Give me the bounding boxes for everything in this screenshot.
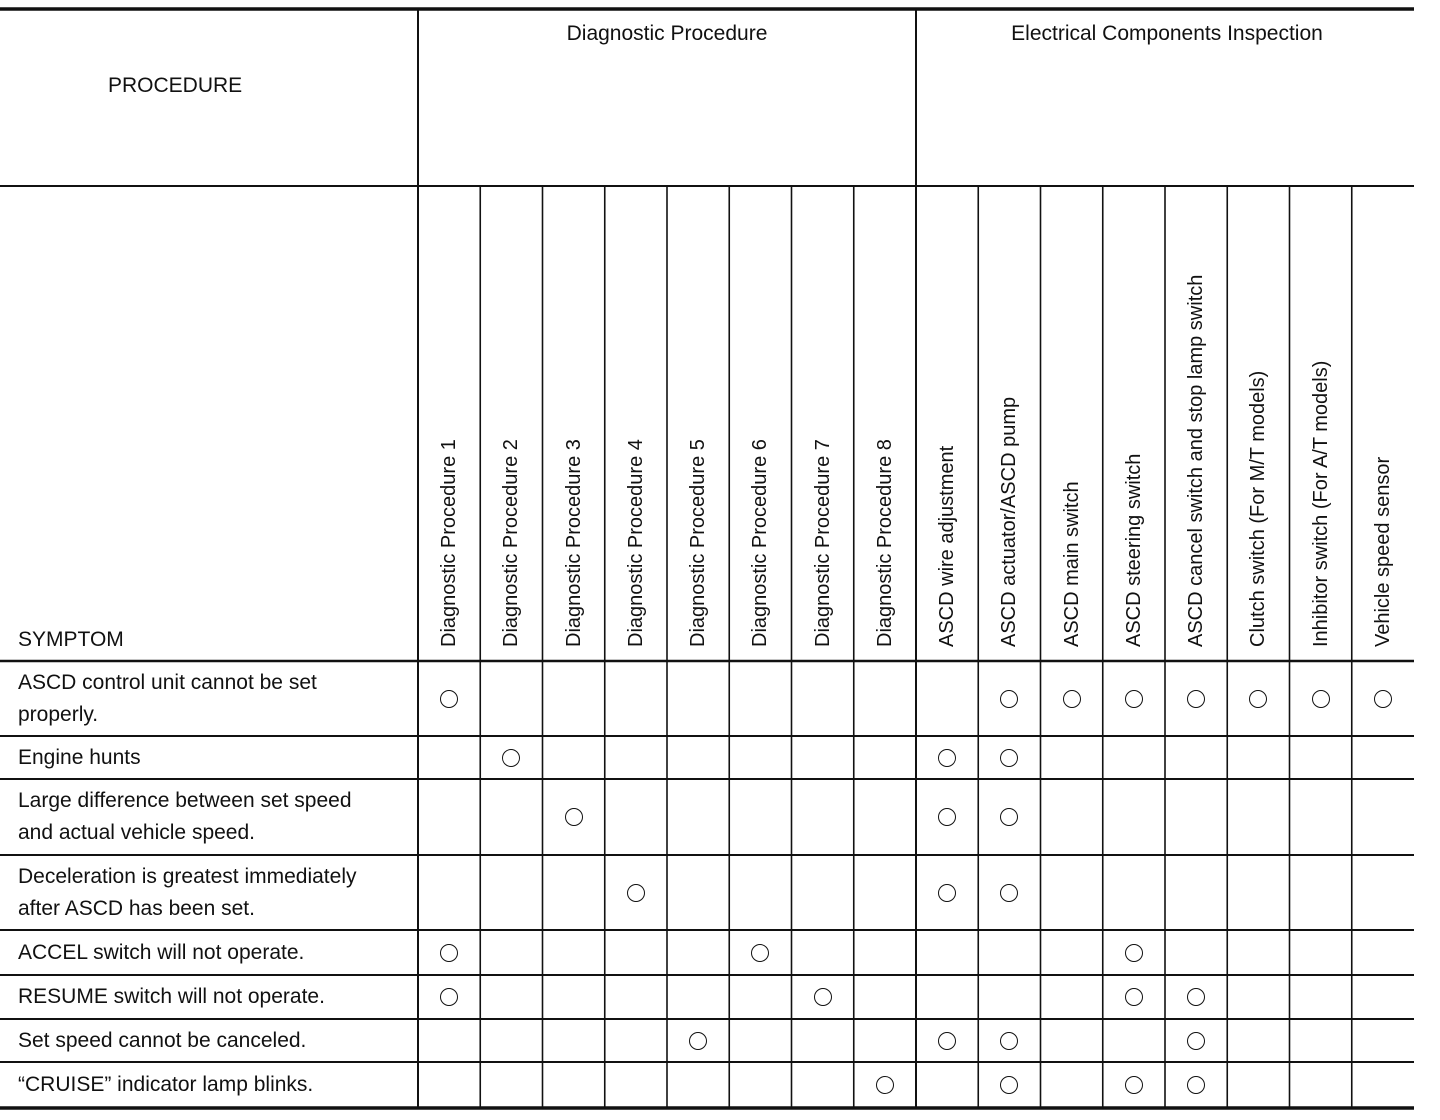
- column-header: Vehicle speed sensor: [1371, 456, 1394, 647]
- check-circle-mark: [938, 749, 956, 767]
- check-circle-mark: [938, 1032, 956, 1050]
- symptom-text: ASCD control unit cannot be set: [18, 670, 317, 694]
- column-header: Diagnostic Procedure 7: [811, 439, 834, 647]
- symptom-text: Large difference between set speed: [18, 789, 352, 812]
- symptom-text: RESUME switch will not operate.: [18, 985, 325, 1008]
- column-header: Diagnostic Procedure 2: [500, 439, 523, 647]
- procedure-header-label: PROCEDURE: [108, 74, 243, 97]
- column-header: Diagnostic Procedure 6: [749, 439, 772, 647]
- check-circle-mark: [440, 988, 458, 1006]
- check-circle-mark: [1000, 690, 1018, 708]
- symptom-text: and actual vehicle speed.: [18, 821, 255, 844]
- symptom-text: Engine hunts: [18, 745, 141, 769]
- column-header: ASCD steering switch: [1122, 453, 1145, 647]
- column-header: ASCD main switch: [1060, 481, 1083, 647]
- column-header: Diagnostic Procedure 5: [687, 439, 710, 647]
- column-header: ASCD wire adjustment: [936, 445, 959, 647]
- column-header: Diagnostic Procedure 3: [562, 439, 585, 647]
- check-circle-mark: [1000, 884, 1018, 902]
- symptom-header-label: SYMPTOM: [18, 628, 124, 651]
- column-header: ASCD actuator/ASCD pump: [998, 396, 1021, 647]
- check-circle-mark: [1312, 690, 1330, 708]
- check-circle-mark: [565, 808, 583, 826]
- column-header: Diagnostic Procedure 4: [624, 439, 647, 647]
- symptom-text: Set speed cannot be canceled.: [18, 1028, 307, 1052]
- check-circle-mark: [1249, 690, 1267, 708]
- check-circle-mark: [1000, 1032, 1018, 1050]
- check-circle-mark: [876, 1076, 894, 1094]
- check-circle-mark: [1063, 690, 1081, 708]
- symptom-text: “CRUISE” indicator lamp blinks.: [18, 1073, 314, 1096]
- check-circle-mark: [1187, 1032, 1205, 1050]
- check-circle-mark: [938, 884, 956, 902]
- check-circle-mark: [1125, 690, 1143, 708]
- symptom-text: ACCEL switch will not operate.: [18, 940, 305, 964]
- column-header: Inhibitor switch (For A/T models): [1309, 360, 1332, 647]
- check-circle-mark: [1187, 988, 1205, 1006]
- column-header: Diagnostic Procedure 1: [438, 439, 461, 647]
- check-circle-mark: [814, 988, 832, 1006]
- symptom-text: properly.: [18, 702, 99, 726]
- check-circle-mark: [440, 690, 458, 708]
- column-header: Diagnostic Procedure 8: [873, 439, 896, 647]
- check-circle-mark: [1187, 1076, 1205, 1094]
- check-circle-mark: [1125, 1076, 1143, 1094]
- column-header: ASCD cancel switch and stop lamp switch: [1185, 274, 1208, 647]
- column-header: Clutch switch (For M/T models): [1247, 370, 1270, 647]
- check-circle-mark: [1000, 749, 1018, 767]
- check-circle-mark: [1125, 944, 1143, 962]
- check-circle-mark: [751, 944, 769, 962]
- check-circle-mark: [938, 808, 956, 826]
- check-circle-mark: [1187, 690, 1205, 708]
- electrical-components-group-header: Electrical Components Inspection: [1011, 22, 1323, 45]
- check-circle-mark: [627, 884, 645, 902]
- check-circle-mark: [1125, 988, 1143, 1006]
- symptom-text: after ASCD has been set.: [18, 896, 255, 920]
- check-circle-mark: [502, 749, 520, 767]
- diagnostic-procedure-group-header: Diagnostic Procedure: [566, 22, 768, 45]
- check-circle-mark: [440, 944, 458, 962]
- symptom-text: Deceleration is greatest immediately: [18, 864, 357, 888]
- check-circle-mark: [689, 1032, 707, 1050]
- check-circle-mark: [1374, 690, 1392, 708]
